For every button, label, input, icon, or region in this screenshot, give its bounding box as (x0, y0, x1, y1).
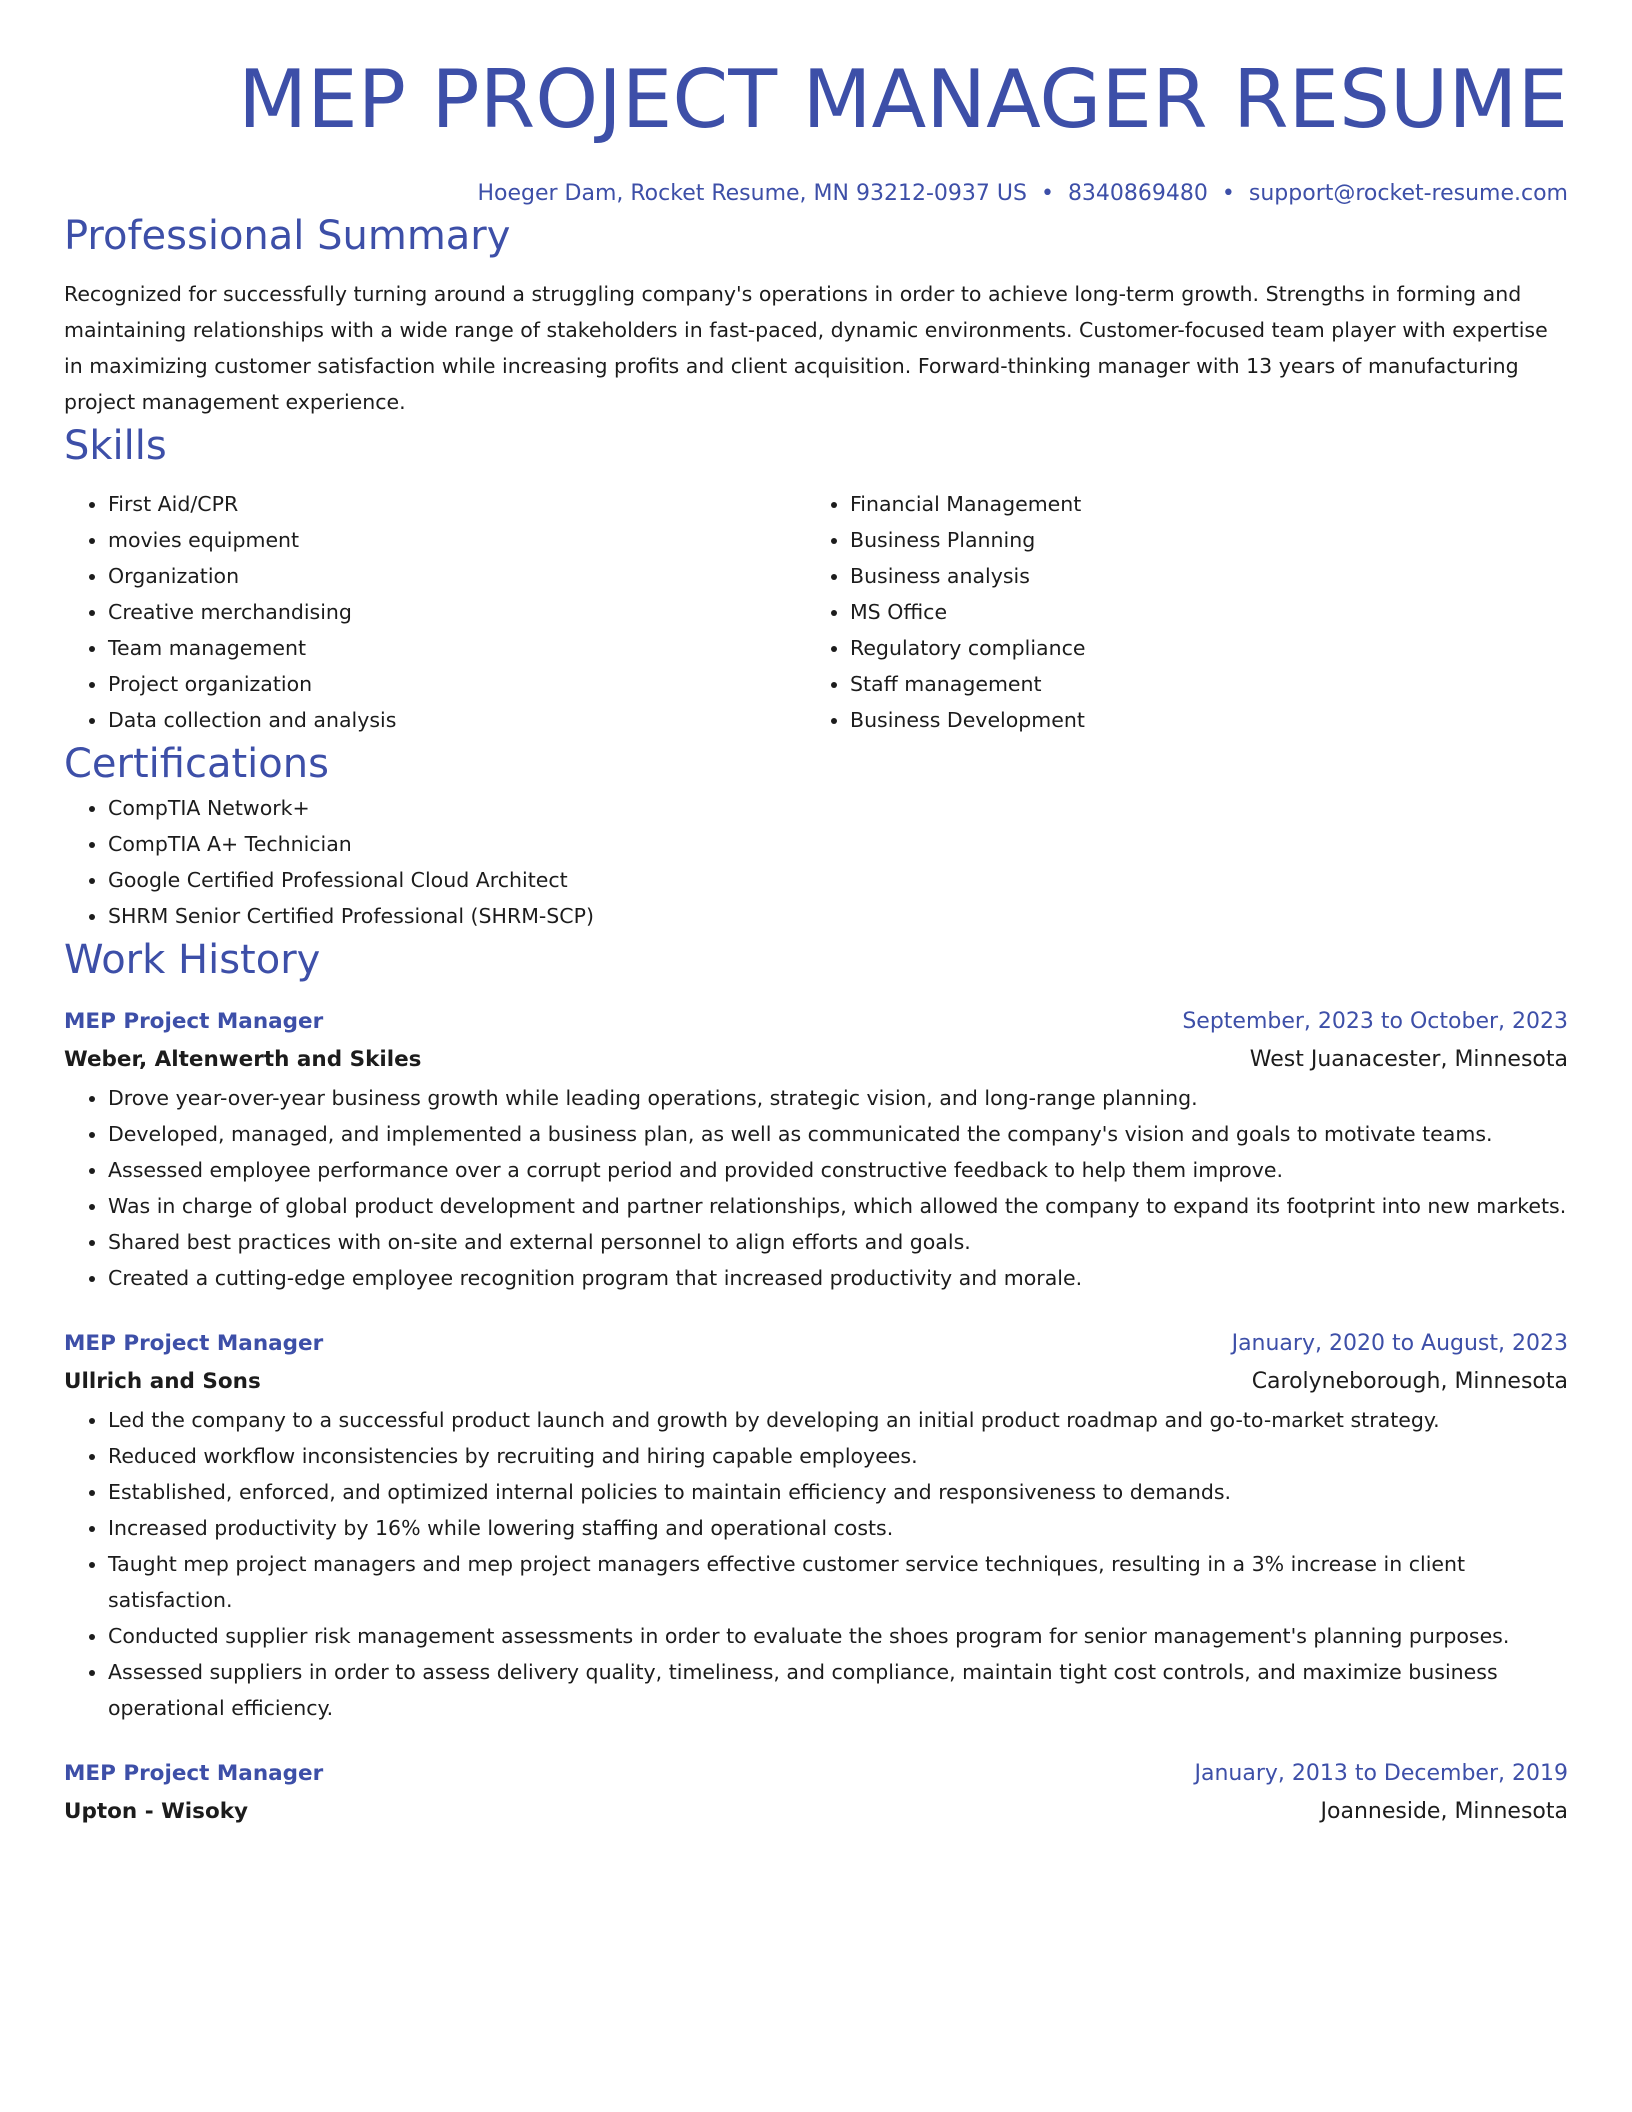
job-entry (64, 1326, 1568, 1726)
certification-item: • SHRM Senior Certified Professional (SHRM-SCP) (108, 898, 1568, 934)
job-company-row (64, 1792, 1568, 1832)
skill-item: • Regulatory compliance (850, 630, 1568, 666)
resume-title: MEP PROJECT MANAGER RESUME (238, 53, 1568, 146)
job-bullet: • Assessed suppliers in order to assess delivery quality, timeliness, and compliance, maintain tight cost controls, and maximize business operational efficiency. (108, 1654, 1568, 1726)
job-company-row (64, 1040, 1568, 1080)
job-location: Joanneside, Minnesota (1320, 1799, 1568, 1824)
work-history-section (64, 934, 1568, 1832)
job-bullet: • Was in charge of global product development and partner relationships, which allowed the company to expand its footprint into new markets. (108, 1188, 1568, 1224)
job-bullet: • Developed, managed, and implemented a business plan, as well as communicated the company's vision and goals to motivate teams. (108, 1116, 1568, 1152)
skill-item: • Business Planning (850, 522, 1568, 558)
job-title: MEP Project Manager (64, 1331, 324, 1356)
skills-columns (64, 486, 1568, 738)
job-bullet: • Taught mep project managers and mep project managers effective customer service techniques, resulting in a 3% increase in client satisfaction. (108, 1546, 1568, 1618)
skills-heading: Skills (64, 423, 167, 469)
job-header-row (64, 1004, 1568, 1040)
certifications-heading: Certifications (64, 741, 329, 787)
job-bullet: • Assessed employee performance over a corrupt period and provided constructive feedback to help them improve. (108, 1152, 1568, 1188)
skill-item: • movies equipment (108, 522, 806, 558)
contact-phone[interactable]: 8340869480 (1067, 181, 1208, 206)
job-dates: September, 2023 to October, 2023 (1182, 1009, 1568, 1034)
skill-item: • Team management (108, 630, 806, 666)
skill-item: • MS Office (850, 594, 1568, 630)
job-entry (64, 1004, 1568, 1296)
job-location: Carolyneborough, Minnesota (1251, 1369, 1568, 1394)
job-dates: January, 2020 to August, 2023 (1231, 1331, 1568, 1356)
job-location: West Juanacester, Minnesota (1249, 1047, 1568, 1072)
job-bullet: • Led the company to a successful product launch and growth by developing an initial product roadmap and go-to-market strategy. (108, 1402, 1568, 1438)
summary-text: Recognized for successfully turning around a struggling company's operations in order to achieve long-term growth. Strengths in forming and maintaining relationships with a wide range of stakeholders in fast-paced, dynamic environments. Customer-focused team player with expertise in maximizing customer satisfaction while increasing profits and client acquisition. Forward-thinking manager with 13 years of manufacturing project management experience. (64, 282, 1548, 414)
certifications-section (64, 738, 1568, 934)
skill-item: • First Aid/CPR (108, 486, 806, 522)
contact-email[interactable]: support@rocket-resume.com (1248, 181, 1568, 206)
skill-item: • Creative merchandising (108, 594, 806, 630)
skills-list-right (806, 486, 1568, 738)
job-header-row (64, 1756, 1568, 1792)
job-company-row (64, 1362, 1568, 1402)
certification-item: • Google Certified Professional Cloud Architect (108, 862, 1568, 898)
contact-separator: • (1040, 181, 1054, 206)
job-company: Weber, Altenwerth and Skiles (64, 1047, 422, 1072)
contact-line (64, 178, 1568, 210)
certification-item: • CompTIA A+ Technician (108, 826, 1568, 862)
job-bullet: • Shared best practices with on-site and external personnel to align efforts and goals. (108, 1224, 1568, 1260)
job-bullet: • Created a cutting-edge employee recognition program that increased productivity and morale. (108, 1260, 1568, 1296)
job-title: MEP Project Manager (64, 1761, 324, 1786)
job-company: Ullrich and Sons (64, 1369, 261, 1394)
job-bullet: • Reduced workflow inconsistencies by recruiting and hiring capable employees. (108, 1438, 1568, 1474)
summary-heading: Professional Summary (64, 213, 511, 259)
job-header-row (64, 1326, 1568, 1362)
skill-item: • Project organization (108, 666, 806, 702)
skills-section (64, 420, 1568, 738)
skill-item: • Data collection and analysis (108, 702, 806, 738)
job-bullet: • Established, enforced, and optimized internal policies to maintain efficiency and responsiveness to demands. (108, 1474, 1568, 1510)
contact-separator: • (1221, 181, 1235, 206)
skill-item: • Business Development (850, 702, 1568, 738)
job-entry (64, 1756, 1568, 1832)
contact-address: Hoeger Dam, Rocket Resume, MN 93212-0937 US (477, 181, 1027, 206)
job-dates: January, 2013 to December, 2019 (1194, 1761, 1568, 1786)
job-bullet-list (64, 1080, 1568, 1296)
certifications-list (64, 790, 1568, 934)
job-bullet: • Drove year-over-year business growth while leading operations, strategic vision, and long-range planning. (108, 1080, 1568, 1116)
work-history-heading: Work History (64, 937, 321, 983)
skill-item: • Staff management (850, 666, 1568, 702)
certification-item: • CompTIA Network+ (108, 790, 1568, 826)
skill-item: • Financial Management (850, 486, 1568, 522)
job-bullet: • Conducted supplier risk management assessments in order to evaluate the shoes program for senior management's planning purposes. (108, 1618, 1568, 1654)
job-bullet-list (64, 1402, 1568, 1726)
summary-section (64, 210, 1568, 420)
skills-list-left (64, 486, 806, 738)
job-company: Upton - Wisoky (64, 1799, 249, 1824)
skill-item: • Business analysis (850, 558, 1568, 594)
job-title: MEP Project Manager (64, 1009, 324, 1034)
job-bullet: • Increased productivity by 16% while lowering staffing and operational costs. (108, 1510, 1568, 1546)
skill-item: • Organization (108, 558, 806, 594)
